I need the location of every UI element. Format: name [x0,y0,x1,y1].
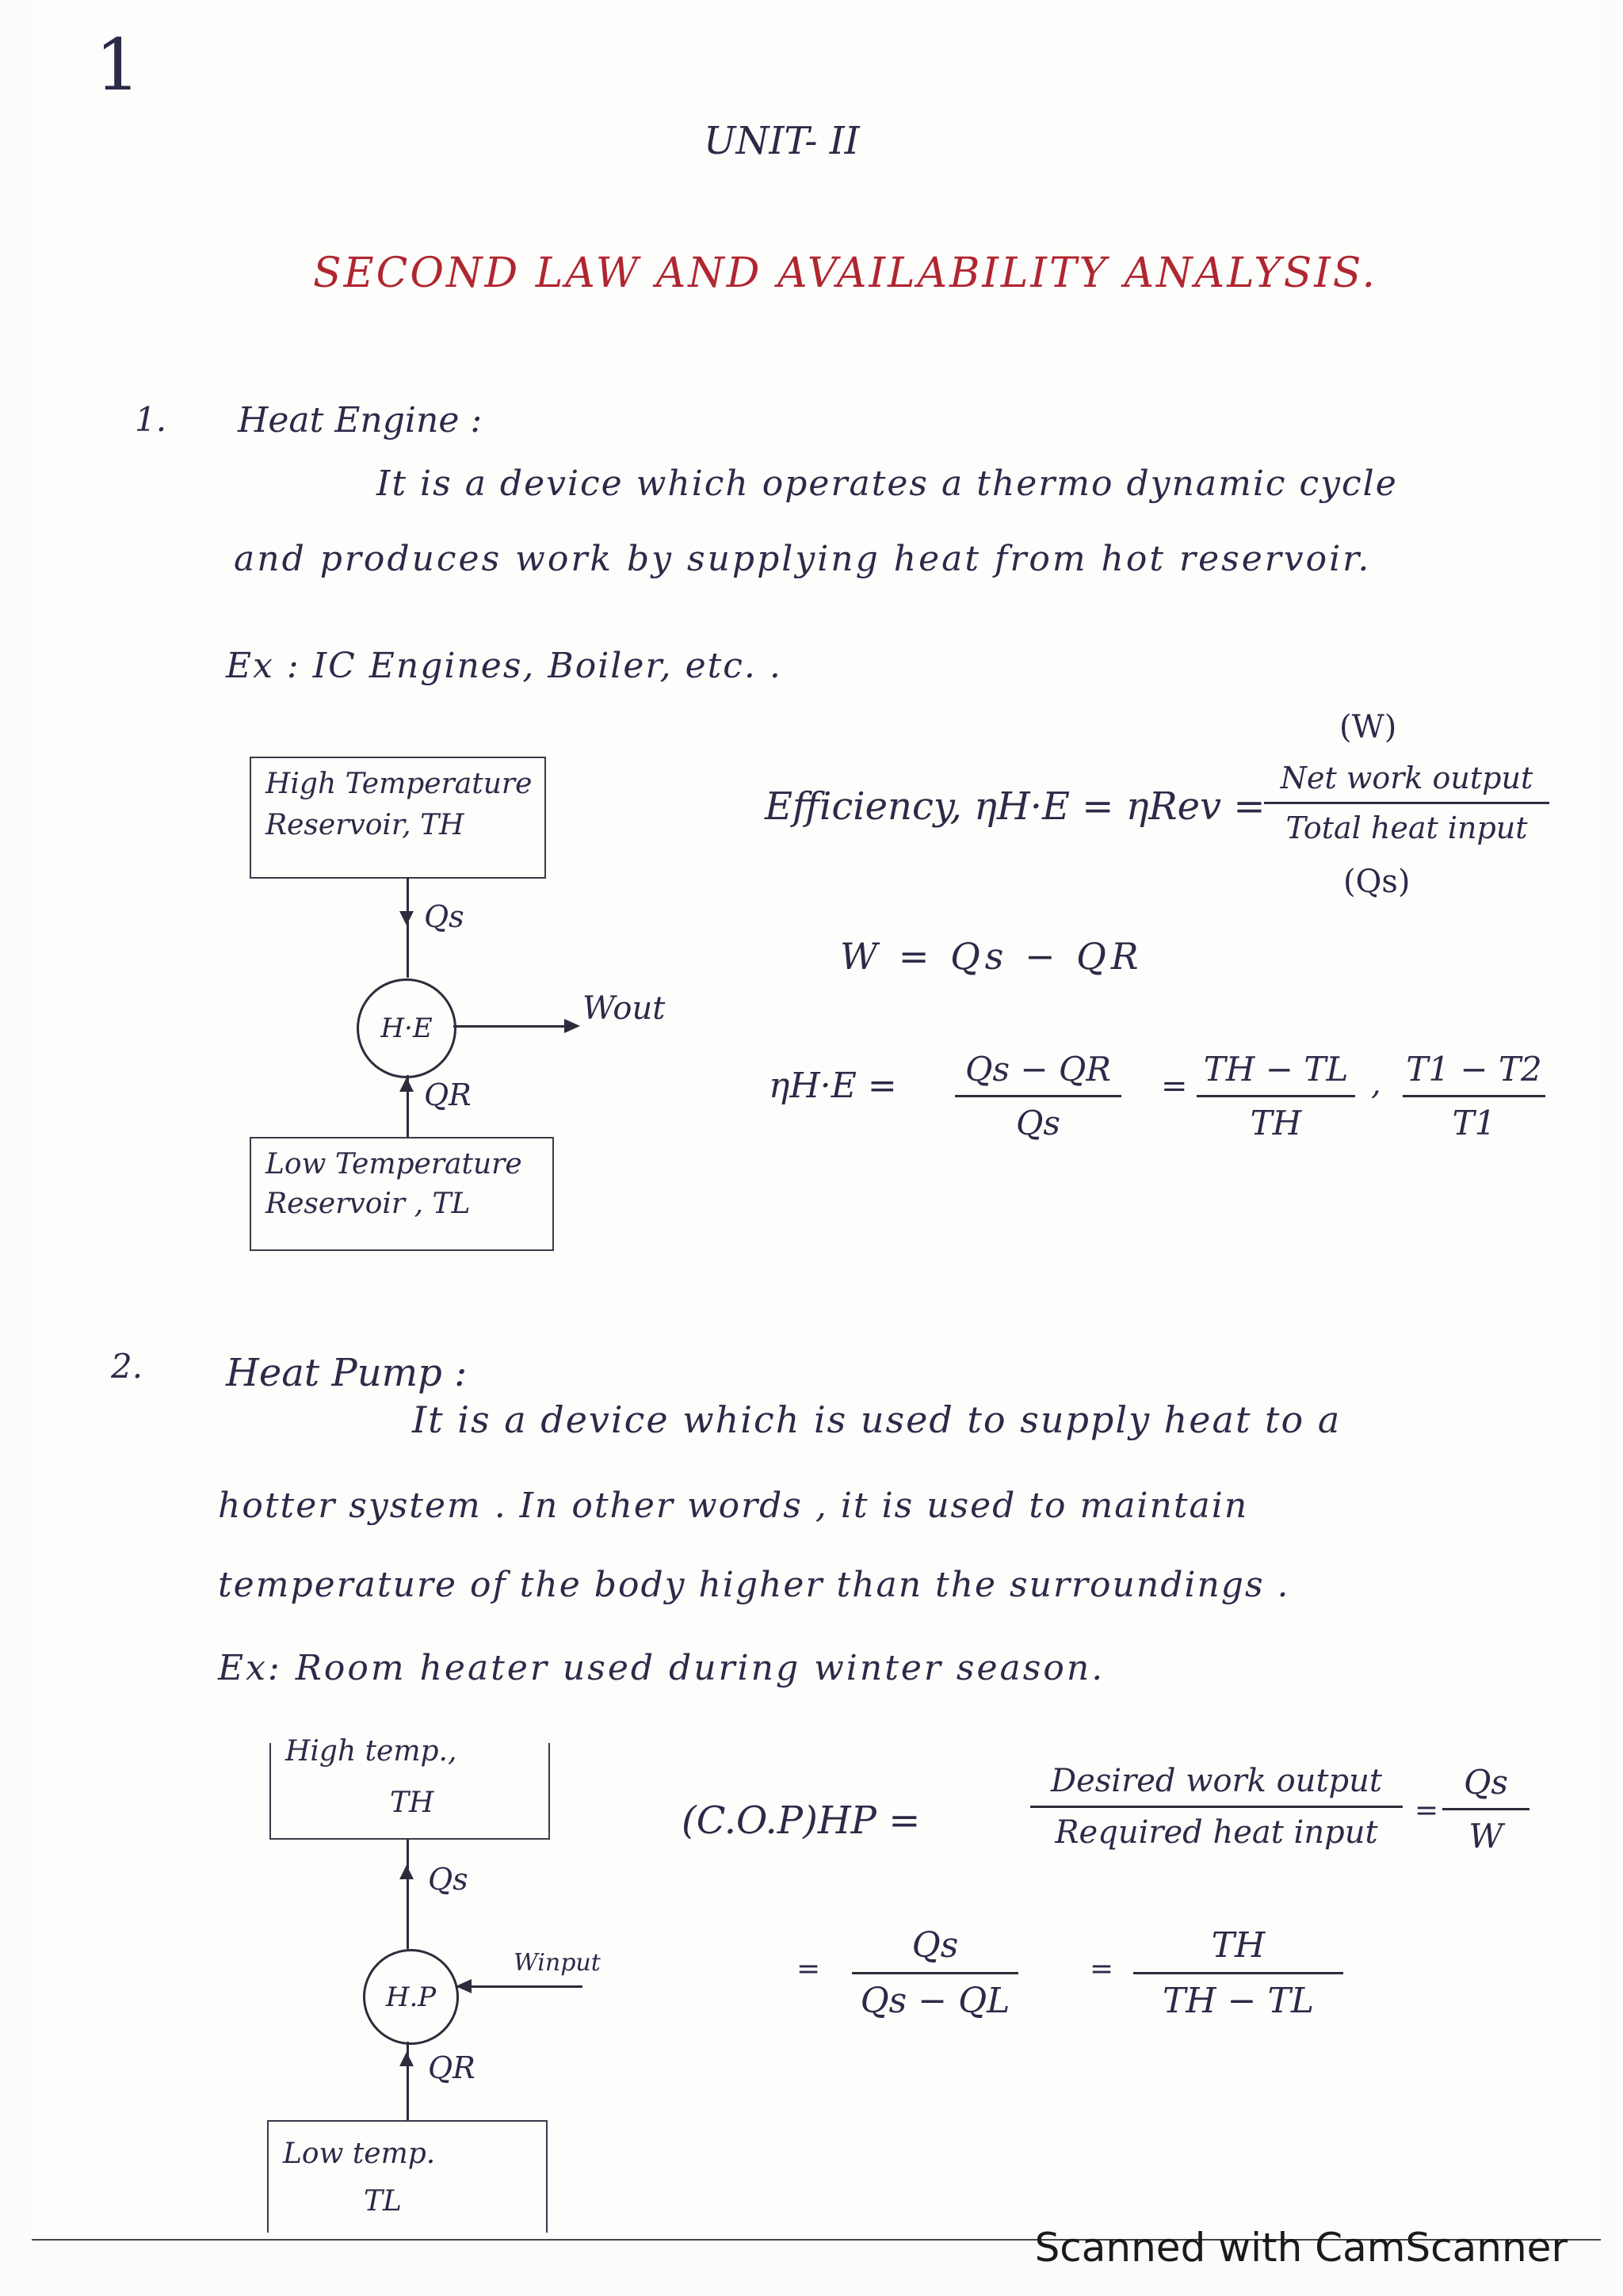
hp-qs-arrow [399,1865,414,1879]
cop-fraction-3 [852,1925,1018,2021]
equals-sign: = [1161,1068,1188,1104]
cop-numerator-4: TH [1211,1925,1266,1966]
section2-number: 2. [111,1347,143,1386]
fraction-bar [1197,1095,1355,1097]
unit-title: UNIT- II [704,119,860,163]
heat-engine-circle [357,978,456,1078]
section1-line1: It is a device which operates a thermo dynamic cycle [376,463,1398,504]
wout-line [453,1025,572,1028]
derivation-den-1: Qs [1016,1104,1060,1142]
section1-line2: and produces work by supplying heat from hot reservoir. [234,539,1372,579]
wout-label: Wout [582,990,666,1027]
cop-denominator-4: TH − TL [1162,1981,1315,2021]
section2-line1: It is a device which is used to supply heat to a [412,1398,1342,1441]
qs-arrow [399,911,414,925]
derivation-fraction-2 [1197,1050,1355,1142]
cop-fraction-4 [1133,1925,1343,2021]
high-box-line1: High Temperature [265,768,533,800]
cop-fraction-1 [1030,1763,1403,1851]
win-arrow [456,1979,472,1993]
derivation-num-2: TH − TL [1203,1050,1349,1089]
camscanner-watermark: Scanned with CamScanner [1034,2225,1568,2271]
cop-numerator-3: Qs [911,1925,959,1966]
low-temperature-reservoir-box [250,1137,554,1251]
hp-low-box-line1: Low temp. [283,2138,436,2170]
cop-denominator-1: Required heat input [1055,1814,1378,1851]
high-temperature-reservoir-box [250,757,546,879]
low-box-line2: Reservoir , TL [265,1188,471,1220]
hp-high-box-line1: High temp., [285,1735,457,1768]
derivation-den-3: T1 [1452,1104,1496,1142]
hp-qs-label: Qs [428,1862,468,1897]
efficiency-qs-label: (Qs) [1343,864,1411,900]
high-box-line2: Reservoir, TH [265,809,464,841]
section1-heading: Heat Engine : [238,400,483,441]
qs-label: Qs [424,899,464,934]
fraction-bar [1264,802,1549,804]
cop-denominator-3: Qs − QL [860,1981,1010,2021]
derivation-den-2: TH [1250,1104,1302,1142]
cop-numerator-1: Desired work output [1051,1763,1382,1799]
low-box-line1: Low Temperature [265,1148,522,1180]
main-title: SECOND LAW AND AVAILABILITY ANALYSIS. [313,250,1378,297]
heat-pump-label: H.P [385,1981,437,2013]
efficiency-fraction [1264,761,1549,845]
hp-low-box-line2: TL [364,2185,402,2218]
efficiency-w-label: (W) [1339,709,1397,746]
section2-line3: temperature of the body higher than the surroundings . [218,1565,1290,1605]
hp-high-box-line2: TH [390,1787,434,1819]
efficiency-derivation-lhs: ηH·E = [769,1066,897,1106]
work-equation: W = Qs − QR [840,935,1144,978]
derivation-fraction-1 [955,1050,1121,1142]
efficiency-numerator: Net work output [1280,761,1533,795]
efficiency-equation-lhs: Efficiency, ηH·E = ηRev = [765,784,1266,829]
cop-denominator-2: W [1468,1817,1503,1855]
fraction-bar [1442,1808,1529,1810]
hp-qr-arrow [399,2052,414,2066]
efficiency-denominator: Total heat input [1285,810,1528,845]
win-line [456,1985,582,1988]
qr-label: QR [424,1077,472,1112]
qs-line [407,877,409,978]
equals-sign: = [1415,1794,1439,1827]
low-temp-box [267,2120,548,2233]
heat-pump-circle [363,1949,459,2045]
equals-sign: = [1090,1953,1114,1985]
high-temp-box [269,1735,550,1840]
fraction-bar [1403,1095,1545,1097]
equals-sign: = [796,1953,821,1985]
win-label: Winput [514,1949,601,1977]
section2-heading: Heat Pump : [226,1351,468,1395]
page-number: 1 [95,24,141,107]
scanned-page [32,0,1601,2242]
derivation-fraction-3 [1403,1050,1545,1142]
section1-number: 1. [135,400,167,439]
wout-arrow [564,1019,580,1033]
derivation-num-3: T1 − T2 [1406,1050,1542,1089]
fraction-bar [1133,1972,1343,1974]
fraction-bar [955,1095,1121,1097]
hp-qr-label: QR [428,2050,475,2085]
heat-engine-label: H·E [380,1013,433,1044]
fraction-bar [1030,1806,1403,1808]
cop-fraction-2 [1442,1763,1529,1855]
comma-sign: , [1371,1066,1381,1102]
cop-lhs: (C.O.P)HP = [682,1798,921,1843]
section1-example: Ex : IC Engines, Boiler, etc. . [226,646,782,686]
cop-numerator-2: Qs [1464,1763,1508,1802]
section2-example: Ex: Room heater used during winter season. [218,1648,1106,1688]
hp-qs-line [407,1840,409,1949]
section2-line2: hotter system . In other words , it is used to maintain [218,1486,1249,1526]
derivation-num-1: Qs − QR [965,1050,1111,1089]
qr-arrow [399,1077,414,1092]
fraction-bar [852,1972,1018,1974]
